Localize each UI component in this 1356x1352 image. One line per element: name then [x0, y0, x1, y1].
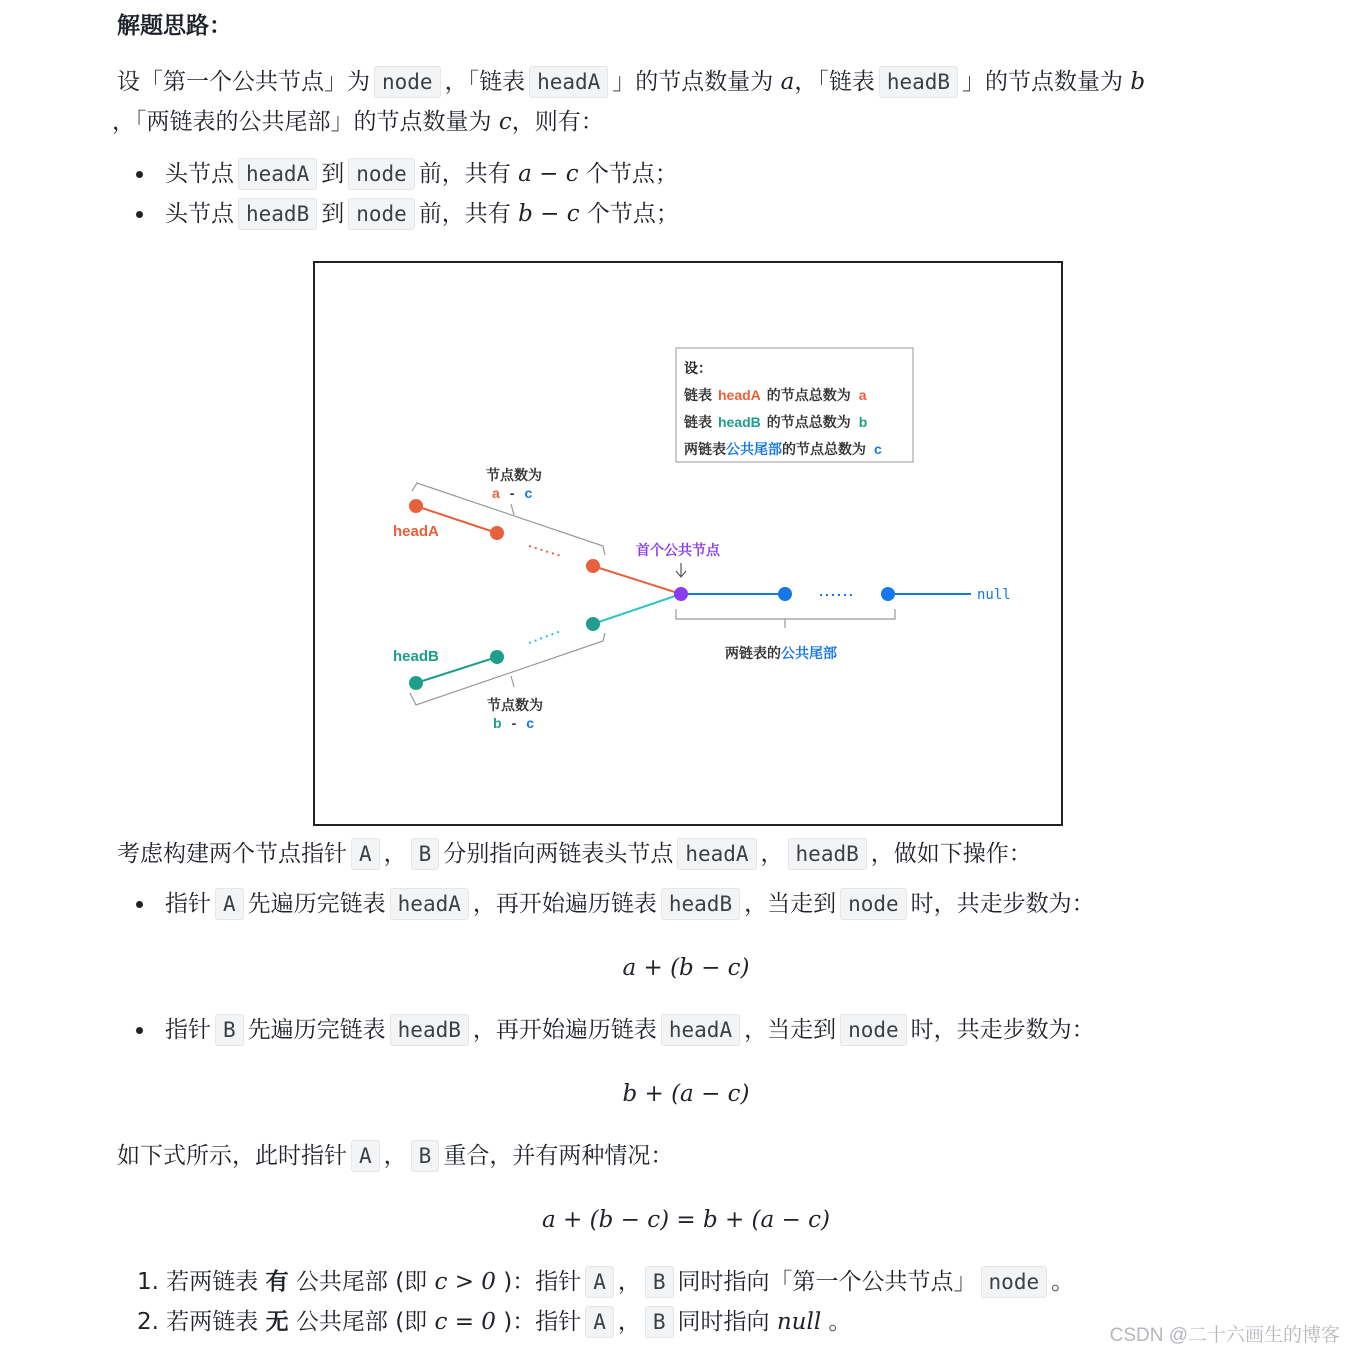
- inline-code: B: [645, 1306, 674, 1338]
- list-item: 1. 若两链表 有 公共尾部 (即 c > 0 )：指针 A ， B 同时指向「第一个公共节点」 node 。: [137, 1266, 1074, 1298]
- tail-label: 两链表的公共尾部: [725, 645, 837, 661]
- inline-code: B: [411, 838, 440, 870]
- inline-code: headA: [661, 1014, 740, 1046]
- para-pointers: 考虑构建两个节点指针 A ， B 分别指向两链表头节点 headA ， headB ，做如下操作：: [117, 838, 1032, 870]
- inline-code: node: [840, 888, 907, 920]
- first-common-label: 首个公共节点: [636, 542, 720, 558]
- list-item: 头节点 headB 到 node 前，共有 b − c 个节点；: [165, 198, 679, 230]
- inline-code: B: [645, 1266, 674, 1298]
- inline-code: node: [840, 1014, 907, 1046]
- brace-top: [412, 483, 605, 555]
- inline-code: A: [585, 1306, 614, 1338]
- node-a3: [586, 559, 600, 573]
- list-item: 指针 B 先遍历完链表 headB ，再开始遍历链表 headA ，当走到 node 时，共走步数为：: [165, 1014, 1095, 1046]
- node-a1: [409, 499, 423, 513]
- formula-2: b + (a − c): [622, 1081, 750, 1107]
- inline-code: headB: [879, 66, 958, 98]
- node-b2: [490, 650, 504, 664]
- inline-code: A: [585, 1266, 614, 1298]
- null-label: null: [977, 587, 1011, 603]
- inline-code: node: [348, 198, 415, 230]
- inline-code: node: [374, 66, 441, 98]
- inline-code: A: [351, 838, 380, 870]
- para-coincide: 如下式所示，此时指针 A ， B 重合，并有两种情况：: [117, 1140, 673, 1172]
- label-headA: headA: [393, 523, 439, 540]
- inline-code: node: [348, 158, 415, 190]
- node-b1: [409, 676, 423, 690]
- list-item: 指针 A 先遍历完链表 headA ，再开始遍历链表 headB ，当走到 node 时，共走步数为：: [165, 888, 1095, 920]
- intro-line-1: 设「第一个公共节点」为 node ，「链表 headA 」的节点数量为 a，「链表 headB 」的节点数量为 b: [117, 66, 1145, 98]
- list-item: 2. 若两链表 无 公共尾部 (即 c = 0 )：指针 A ， B 同时指向 null 。: [137, 1306, 852, 1338]
- section-title: 解题思路：: [117, 13, 232, 39]
- inline-code: B: [411, 1140, 440, 1172]
- node-a2: [490, 526, 504, 540]
- intro-line-2: ，「两链表的公共尾部」的节点数量为 c，则有：: [112, 109, 604, 135]
- inline-code: headA: [677, 838, 756, 870]
- legend-title: 设：: [684, 360, 712, 376]
- first-common-node: [674, 587, 688, 601]
- inline-code: A: [351, 1140, 380, 1172]
- inline-code: A: [215, 888, 244, 920]
- count-top: a - c: [492, 485, 533, 501]
- brace-bottom: [410, 633, 605, 705]
- linked-list-diagram: [313, 261, 1063, 826]
- count-bottom: b - c: [493, 715, 535, 731]
- inline-code: headA: [238, 158, 317, 190]
- inline-code: headA: [529, 66, 608, 98]
- list-item: 头节点 headA 到 node 前，共有 a − c 个节点；: [165, 158, 678, 190]
- inline-code: headB: [661, 888, 740, 920]
- inline-code: headA: [390, 888, 469, 920]
- tail-node-2: [778, 587, 792, 601]
- inline-code: B: [215, 1014, 244, 1046]
- count-title-top: 节点数为: [486, 467, 542, 483]
- inline-code: headB: [390, 1014, 469, 1046]
- legend-row-b: 链表 headB 的节点总数为 b: [684, 414, 868, 430]
- watermark: CSDN @二十六画生的博客: [1109, 1325, 1340, 1346]
- brace-tail: [676, 609, 895, 619]
- legend-row-c: 两链表公共尾部的节点总数为 c: [684, 441, 882, 457]
- formula-3: a + (b − c) = b + (a − c): [542, 1207, 830, 1233]
- formula-1: a + (b − c): [622, 955, 750, 981]
- inline-code: headB: [238, 198, 317, 230]
- legend-row-a: 链表 headA 的节点总数为 a: [684, 387, 867, 403]
- tail-node-3: [881, 587, 895, 601]
- node-b3: [586, 617, 600, 631]
- count-title-bottom: 节点数为: [487, 697, 543, 713]
- inline-code: headB: [788, 838, 867, 870]
- inline-code: node: [981, 1266, 1048, 1298]
- label-headB: headB: [393, 648, 439, 665]
